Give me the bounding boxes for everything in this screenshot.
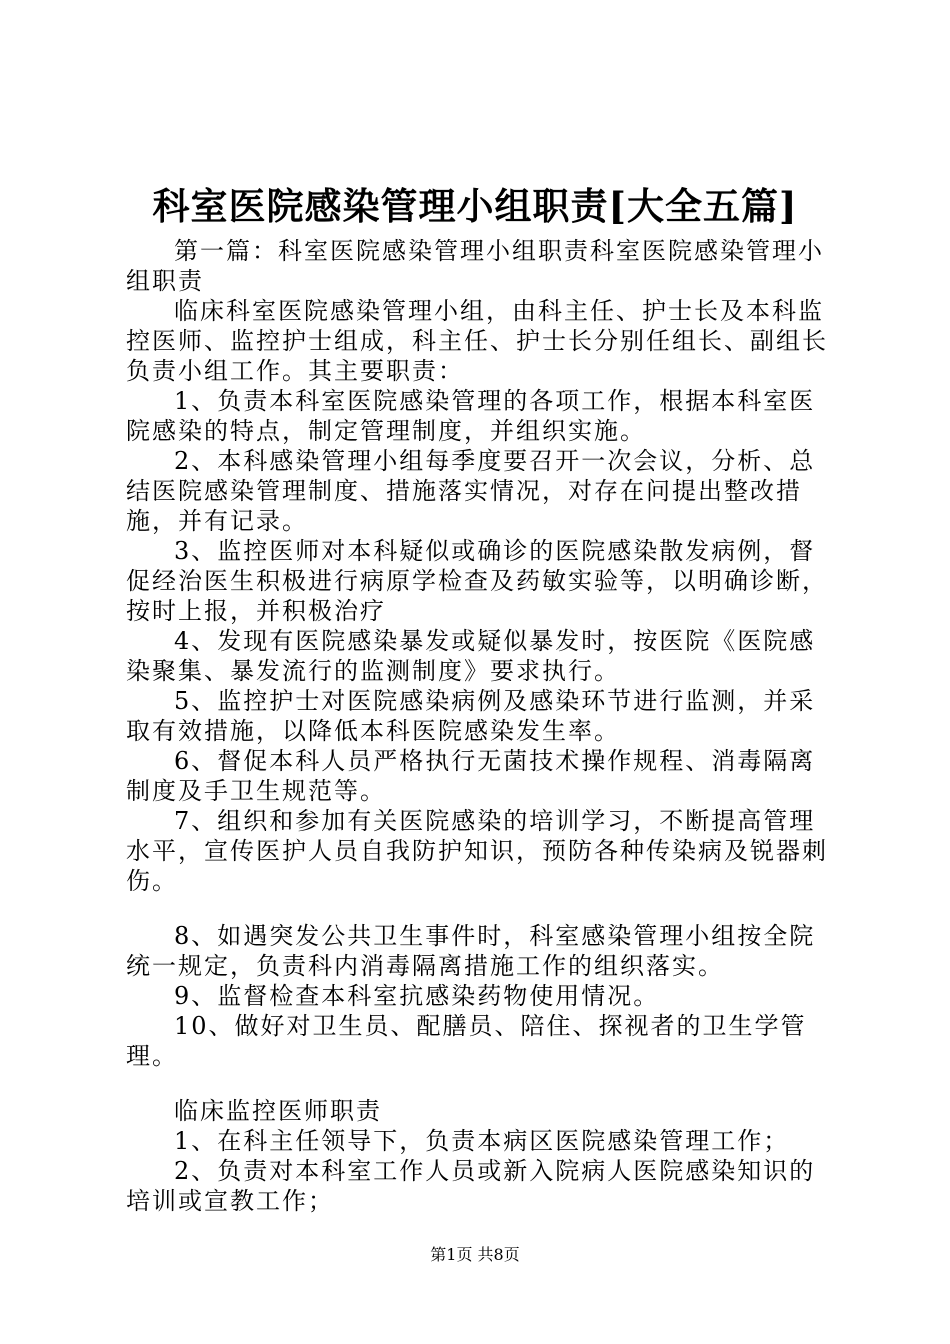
paragraph: 临床科室医院感染管理小组，由科主任、护士长及本科监控医师、监控护士组成，科主任、护士长分别任组长、副组长负责小组工作。其主要职责：: [126, 297, 828, 385]
paragraph: 4、发现有医院感染暴发或疑似暴发时，按医院《医院感染聚集、暴发流行的监测制度》要求执行。: [126, 627, 816, 685]
paragraph: 9、监督检查本科室抗感染药物使用情况。: [174, 982, 660, 1010]
paragraph: 3、监控医师对本科疑似或确诊的医院感染散发病例，督促经治医生积极进行病原学检查及药敏实验等，以明确诊断，按时上报，并积极治疗: [126, 537, 828, 625]
paragraph: 2、本科感染管理小组每季度要召开一次会议，分析、总结医院感染管理制度、措施落实情况，对存在问提出整改措施，并有记录。: [126, 447, 816, 535]
paragraph: 10、做好对卫生员、配膳员、陪住、探视者的卫生学管理。: [126, 1012, 807, 1070]
paragraph: 第一篇：科室医院感染管理小组职责科室医院感染管理小组职责: [126, 237, 824, 295]
paragraph: 1、负责本科室医院感染管理的各项工作，根据本科室医院感染的特点，制定管理制度，并组织实施。: [126, 387, 816, 445]
section-heading: 临床监控医师职责: [174, 1097, 382, 1125]
paragraph: 2、负责对本科室工作人员或新入院病人医院感染知识的培训或宣教工作；: [126, 1157, 816, 1215]
paragraph: 8、如遇突发公共卫生事件时，科室感染管理小组按全院统一规定，负责科内消毒隔离措施工作的组织落实。: [126, 922, 816, 980]
paragraph: 7、组织和参加有关医院感染的培训学习，不断提高管理水平，宣传医护人员自我防护知识，预防各种传染病及锐器刺伤。: [126, 807, 828, 895]
document-body: [126, 236, 840, 1216]
paragraph: 5、监控护士对医院感染病例及感染环节进行监测，并采取有效措施，以降低本科医院感染发生率。: [126, 687, 816, 745]
document-title: 科室医院感染管理小组职责[大全五篇]: [152, 184, 798, 228]
page-footer: 第1页 共8页: [430, 1245, 520, 1264]
paragraph: 6、督促本科人员严格执行无菌技术操作规程、消毒隔离制度及手卫生规范等。: [126, 747, 816, 805]
paragraph: 1、在科主任领导下，负责本病区医院感染管理工作；: [174, 1127, 790, 1155]
